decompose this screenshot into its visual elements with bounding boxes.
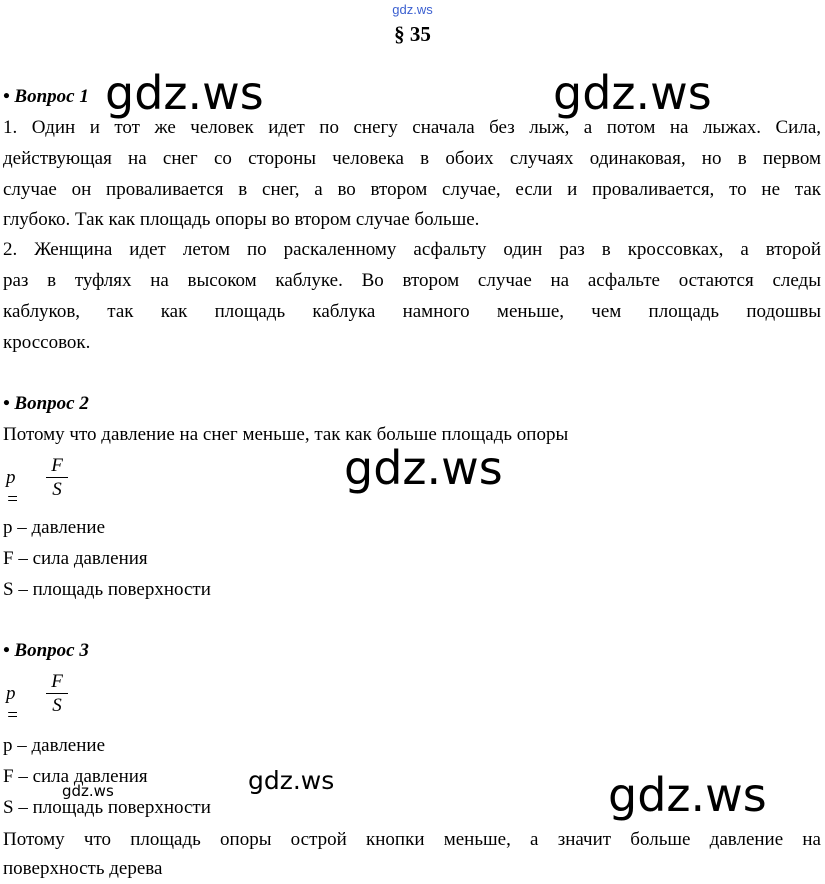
q2-definition: p – давление xyxy=(3,517,106,538)
q2-text: Потому что давление на снег меньше, так как больше площадь опоры xyxy=(3,424,569,445)
q1-line: каблуков, так как площадь каблука намного меньше, чем площадь подошвы xyxy=(3,301,821,322)
watermark: gdz.ws xyxy=(105,66,264,120)
q1-line: кроссовок. xyxy=(3,332,91,353)
q1-line: раз в туфлях на высоком каблуке. Во втором случае на асфальте остаются следы xyxy=(3,270,821,291)
formula-numerator: F xyxy=(51,671,63,692)
formula-fraction xyxy=(46,455,68,502)
question-1-heading: • Вопрос 1 xyxy=(3,86,89,107)
formula-lhs: p = xyxy=(6,467,19,510)
watermark: gdz.ws xyxy=(608,768,767,822)
section-title: § 35 xyxy=(394,22,431,46)
question-2-heading: • Вопрос 2 xyxy=(3,393,89,414)
q1-line: 1. Один и тот же человек идет по снегу сначала без лыж, а потом на лыжах. Сила, xyxy=(3,117,821,138)
q3-definition: F – сила давления xyxy=(3,766,148,787)
watermark: gdz.ws xyxy=(248,766,335,795)
q3-line: Потому что площадь опоры острой кнопки меньше, а значит больше давление на xyxy=(3,829,821,850)
formula-denominator: S xyxy=(52,695,62,716)
q3-definition: S – площадь поверхности xyxy=(3,797,211,818)
q1-line: действующая на снег со стороны человека в обоих случаях одинаковая, но в первом xyxy=(3,148,821,169)
q2-definition: S – площадь поверхности xyxy=(3,579,211,600)
watermark: gdz.ws xyxy=(344,441,503,495)
watermark: gdz.ws xyxy=(553,66,712,120)
q1-line: 2. Женщина идет летом по раскаленному асфальту один раз в кроссовках, а второй xyxy=(3,239,821,260)
q3-line: поверхность дерева xyxy=(3,858,163,879)
formula-numerator: F xyxy=(51,455,63,476)
watermark-top: gdz.ws xyxy=(392,2,433,17)
formula-lhs: p = xyxy=(6,683,19,726)
question-3-heading: • Вопрос 3 xyxy=(3,640,89,661)
q1-line: случае он проваливается в снег, а во втором случае, если и проваливается, то не так xyxy=(3,179,821,200)
formula-fraction xyxy=(46,671,68,718)
q1-line: глубоко. Так как площадь опоры во втором случае больше. xyxy=(3,209,480,230)
watermark: gdz.ws xyxy=(62,782,114,800)
formula-denominator: S xyxy=(52,479,62,500)
q3-definition: p – давление xyxy=(3,735,106,756)
q2-definition: F – сила давления xyxy=(3,548,148,569)
